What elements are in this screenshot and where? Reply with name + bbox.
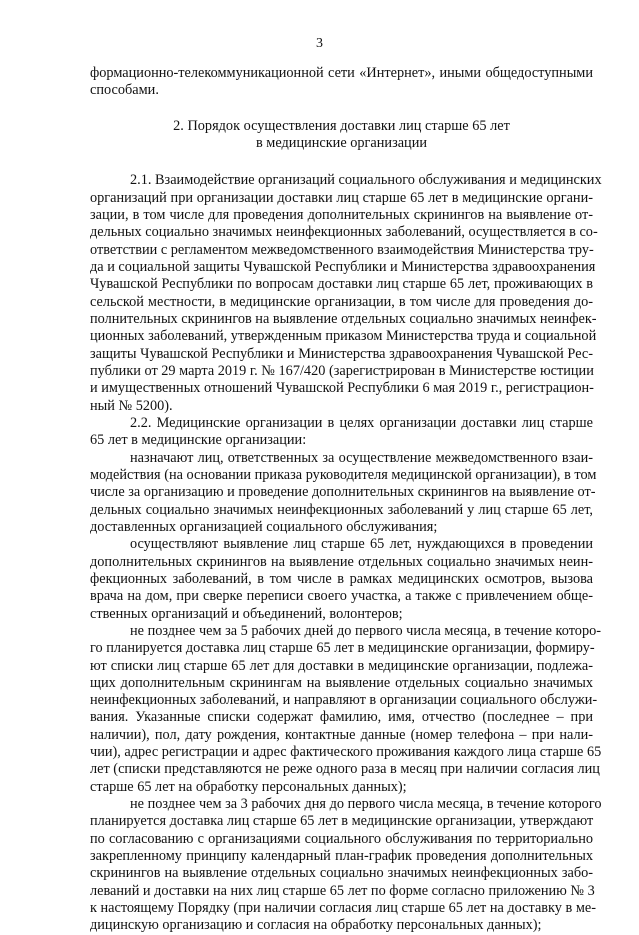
text-line: закрепленному принципу календарный план-график проведения дополнительных: [90, 848, 593, 865]
text-line: скринингов на выявление отдельных социально значимых неинфекционных забо-: [90, 865, 593, 882]
text-line: 2.2. Медицинские организации в целях организации доставки лиц старше: [130, 414, 593, 431]
text-line: полнительных скринингов на выявление отдельных социально значимых неинфек-: [90, 310, 597, 327]
text-line: модействия (на основании приказа руководителя медицинской организации), в том: [90, 466, 597, 483]
section-title: в медицинские организации: [255, 134, 428, 151]
text-line: леваний и доставки на них лиц старше 65 лет по форме согласно приложению № 3: [90, 882, 595, 899]
text-line: формационно-телекоммуникационной сети «Интернет», иными общедоступными: [90, 65, 593, 81]
text-line: дополнительных скринингов на выявление отдельных социально значимых неин-: [90, 553, 593, 570]
text-line: осуществляют выявление лиц старше 65 лет, нуждающихся в проведении: [130, 536, 593, 553]
text-line: по согласованию с организациями социального обслуживания по территориально: [90, 830, 593, 847]
text-line: Чувашской Республики по вопросам доставки лиц старше 65 лет, проживающих в: [90, 276, 593, 293]
text-line: числе за организацию и проведение дополнительных скринингов на выявление от-: [90, 484, 596, 501]
text-line: планируется доставка лиц старше 65 лет в медицинские организации, утверждают: [90, 813, 594, 830]
text-line: го планируется доставка лиц старше 65 лет в медицинские организации, формиру-: [90, 640, 595, 657]
document-body: [90, 65, 602, 935]
text-line: зации, в том числе для проведения дополнительных скринингов на выявление от-: [90, 206, 593, 223]
section-title: 2. Порядок осуществления доставки лиц старше 65 лет: [173, 117, 510, 134]
text-line: организаций при организации доставки лиц старше 65 лет в медицинские органи-: [90, 189, 593, 206]
page-number: 3: [316, 36, 323, 51]
text-line: дельных социально значимых неинфекционных заболеваний, осуществляется в со-: [90, 224, 598, 241]
text-line: сельской местности, в медицинские организации, в том числе для проведения до-: [90, 293, 593, 310]
text-line: ответствии с регламентом межведомственного взаимодействия Министерства тру-: [90, 241, 594, 258]
text-line: вания. Указанные списки содержат фамилию, имя, отчество (последнее – при: [90, 709, 593, 726]
text-line: не позднее чем за 5 рабочих дней до первого числа месяца, в течение которо-: [130, 622, 602, 639]
text-line: наличии), пол, дату рождения, контактные данные (номер телефона – при нали-: [90, 726, 593, 743]
text-line: публики от 29 марта 2019 г. № 167/420 (зарегистрирован в Министерстве юстиции: [90, 362, 594, 379]
text-line: ственных организаций и объединений, волонтеров;: [90, 605, 403, 622]
text-line: 2.1. Взаимодействие организаций социального обслуживания и медицинских: [130, 172, 602, 189]
text-line: чии), адрес регистрации и адрес фактического проживания каждого лица старше 65: [90, 744, 602, 761]
text-line: да и социальной защиты Чувашской Республики и Министерства здравоохранения: [90, 258, 596, 275]
text-line: врача на дом, при сверке переписи своего участка, а также с привлечением обще-: [90, 588, 593, 605]
text-line: дельных социально значимых неинфекционных заболеваний у лиц старше 65 лет,: [90, 501, 593, 518]
text-line: ный № 5200).: [90, 397, 173, 414]
text-line: защиты Чувашской Республики и Министерства здравоохранения Чувашской Рес-: [90, 345, 593, 362]
text-line: щих дополнительным скринингам на выявление отдельных социально значимых: [90, 674, 593, 691]
text-line: назначают лиц, ответственных за осуществление межведомственного взаи-: [130, 449, 593, 466]
text-line: лет (списки представляются не реже одного раза в месяц при наличии согласия лиц: [90, 761, 600, 778]
text-line: дицинскую организацию и согласия на обработку персональных данных);: [90, 917, 542, 934]
text-line: к настоящему Порядку (при наличии согласия лиц старше 65 лет на доставку в ме-: [90, 900, 596, 917]
text-line: не позднее чем за 3 рабочих дня до первого числа месяца, в течение которого: [130, 796, 602, 813]
text-line: неинфекционных заболеваний, и направляют в организации социального обслужи-: [90, 692, 598, 709]
text-line: способами.: [90, 82, 159, 99]
text-line: фекционных заболеваний, в том числе в рамках медицинских осмотров, вызова: [90, 570, 593, 587]
text-line: ют списки лиц старше 65 лет для доставки в медицинские организации, подлежа-: [90, 657, 593, 674]
text-line: 65 лет в медицинские организации:: [90, 432, 307, 449]
text-line: старше 65 лет на обработку персональных данных);: [90, 778, 407, 795]
text-line: ционных заболеваний, утвержденным приказом Министерства труда и социальной: [90, 328, 597, 345]
text-line: доставленных организацией социального обслуживания;: [90, 518, 438, 535]
text-line: и имущественных отношений Чувашской Республики 6 мая 2019 г., регистрацион-: [90, 380, 594, 397]
